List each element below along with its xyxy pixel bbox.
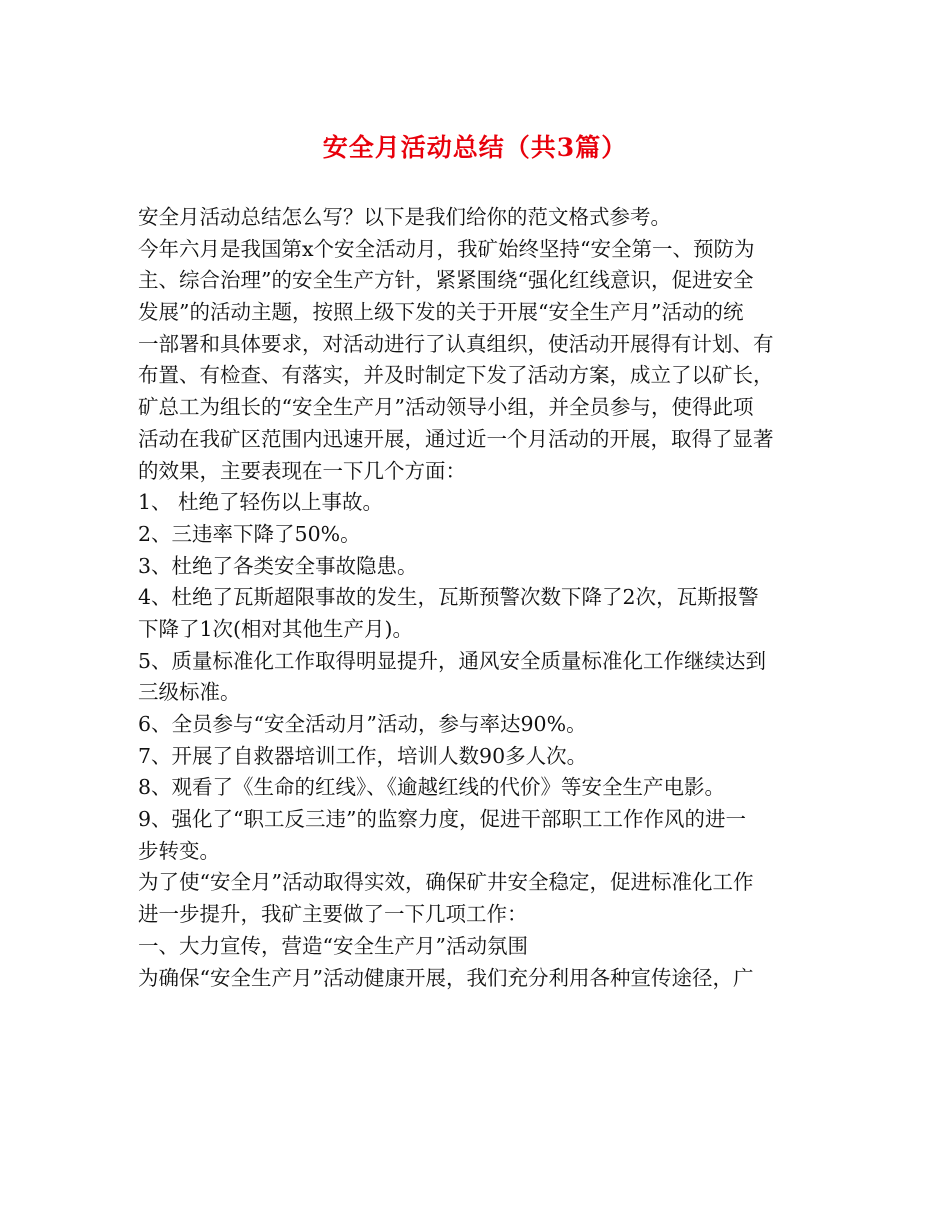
list-item-2: 2、三违率下降了50%。 [138,521,361,546]
body-line-intro: 安全月活动总结怎么写？以下是我们给你的范文格式参考。 [138,205,671,229]
body-line: 布置、有检查、有落实，并及时制定下发了活动方案，成立了以矿长， [138,363,774,388]
document-title: 安全月活动总结（共3篇） [322,133,628,162]
body-line: 为了使“安全月”活动取得实效，确保矿井安全稳定，促进标准化工作 [138,870,754,895]
document-body [138,202,818,994]
list-item-5: 5、质量标准化工作取得明显提升，通风安全质量标准化工作继续达到 [138,648,767,673]
body-line: 一部署和具体要求，对活动进行了认真组织，使活动开展得有计划、有 [138,331,774,356]
body-line: 主、综合治理”的安全生产方针，紧紧围绕“强化红线意识，促进安全 [138,268,754,293]
list-item-3: 3、杜绝了各类安全事故隐患。 [138,553,418,578]
list-item-9-cont: 步转变。 [138,838,220,863]
list-item-4-cont: 下降了1次(相对其他生产月)。 [138,616,414,641]
list-item-8: 8、观看了《生命的红线》、《逾越红线的代价》等安全生产电影。 [138,775,726,800]
list-item-1: 1、 杜绝了轻伤以上事故。 [138,490,384,515]
body-line: 的效果，主要表现在一下几个方面： [138,458,466,483]
body-line: 活动在我矿区范围内迅速开展，通过近一个月活动的开展，取得了显著 [138,426,774,451]
body-line: 今年六月是我国第x个安全活动月，我矿始终坚持“安全第一、预防为 [138,236,755,261]
list-item-4: 4、杜绝了瓦斯超限事故的发生，瓦斯预警次数下降了2次，瓦斯报警 [138,585,759,610]
list-item-9: 9、强化了“职工反三违”的监察力度，促进干部职工工作作风的进一 [138,807,747,832]
section-heading-1: 一、大力宣传，营造“安全生产月”活动氛围 [138,933,528,958]
body-line: 进一步提升，我矿主要做了一下几项工作： [138,902,528,927]
body-line: 发展”的活动主题，按照上级下发的关于开展“安全生产月”活动的统 [138,300,744,325]
list-item-6: 6、全员参与“安全活动月”活动，参与率达90%。 [138,712,587,736]
body-line: 矿总工为组长的“安全生产月”活动领导小组，并全员参与，使得此项 [138,395,754,420]
list-item-7: 7、开展了自救器培训工作，培训人数90多人次。 [138,743,588,768]
list-item-5-cont: 三级标准。 [138,680,241,705]
body-line: 为确保“安全生产月”活动健康开展，我们充分利用各种宣传途径，广 [138,965,754,990]
